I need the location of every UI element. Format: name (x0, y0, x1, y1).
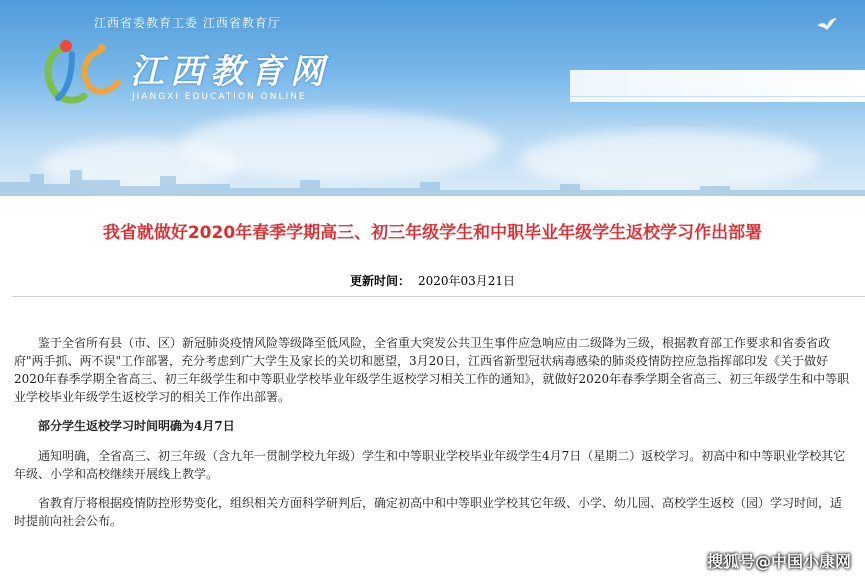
site-name[interactable]: 江西教育网 (130, 52, 330, 92)
title-divider (12, 296, 865, 297)
article-paragraph: 省教育厅将根据疫情防控形势变化，组织相关方面科学研判后，确定初高中和中等职业学校其它年级、小学、幼儿园、高校学生返校（园）学习时间，适时提前向社会公布。 (14, 496, 843, 528)
article-title: 我省就做好2020年春季学期高三、初三年级学生和中职毕业年级学生返校学习作出部署 (102, 223, 763, 243)
skyline-decoration (0, 156, 865, 196)
banner-stripe (570, 70, 865, 102)
banner-top-line: 江西省委教育工委 江西省教育厅 (94, 16, 281, 30)
update-time (0, 272, 865, 289)
site-name-english: JIANGXI EDUCATION ONLINE (132, 92, 307, 102)
article-paragraph: 通知明确，全省高三、初三年级（含九年一贯制学校九年级）学生和中等职业学校毕业年级学生4月7日（星期二）返校学习。初高中和中等职业学校其它年级、小学和高校继续开展线上教学。 (14, 449, 846, 481)
update-label: 更新时间： (349, 274, 410, 288)
article-paragraph: 鉴于全省所有县（市、区）新冠肺炎疫情风险等级降至低风险，全省重大突发公共卫生事件应急响应由二级降为三级，根据教育部工作要求和省委省政府"两手抓、两不误"工作部署，充分考虑到广大学生及家长的关切和愿望，3月20日，江西省新型冠状病毒感染的肺炎疫情防控应急指挥部印发《关于做好2020年春季学期全省高三、初三年级学生和中等职业学校毕业年级学生返校学习相关工作的通知》，就做好2020年春季学期全省高三、初三年级学生和中等职业学校毕业年级学生返校学习的相关工作作出部署。 (14, 336, 850, 404)
update-date: 2020年03月21日 (417, 274, 516, 288)
article-subheading: 部分学生返校学习时间明确为4月7日 (38, 419, 235, 433)
article-body (14, 334, 852, 541)
bird-icon (815, 14, 839, 38)
site-logo-icon[interactable] (38, 38, 128, 108)
site-banner (0, 0, 865, 196)
source-watermark: 搜狐号@中国小康网 (706, 552, 851, 571)
